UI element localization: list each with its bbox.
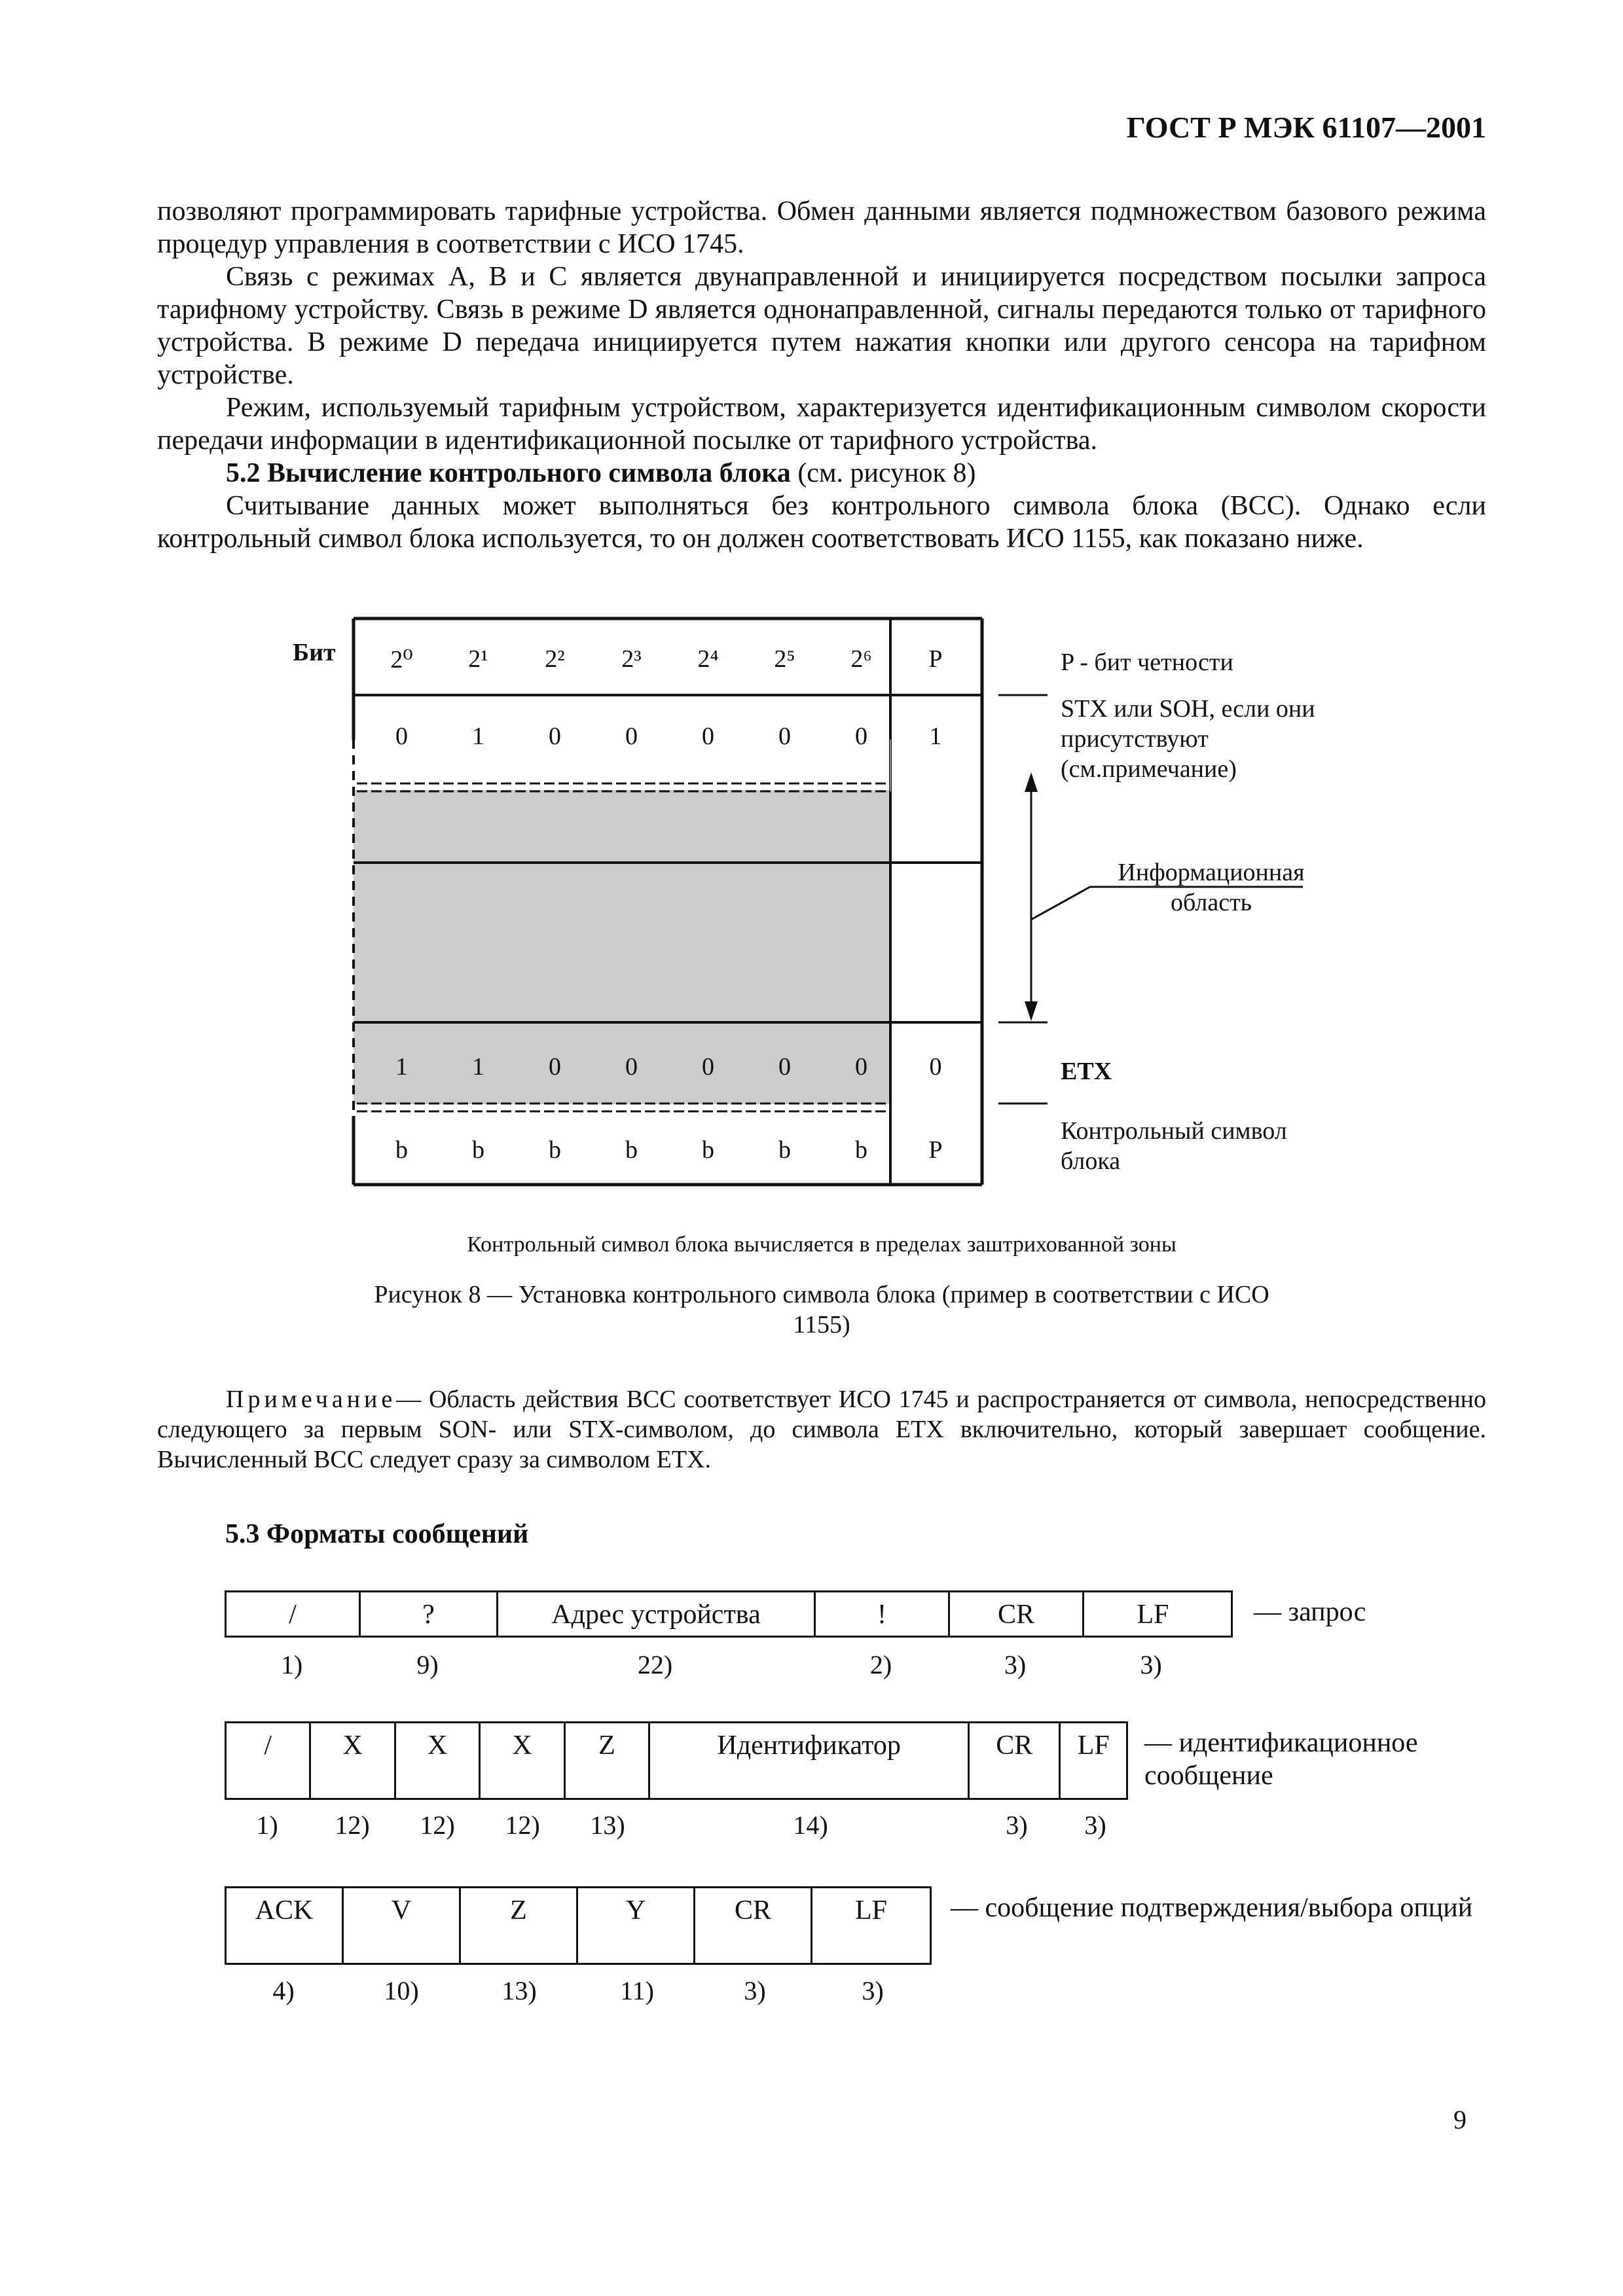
bit-header-cell: 2⁵ [774,645,795,673]
bcc-bit-cell: b [625,1136,638,1164]
format-ref: 13) [501,1976,537,2005]
note-text: — Область действия ВСС соответствует ИСО 1745 и распространяется от символа, непосредственно следующего за первым SON- или STX-символом, до символа ETX включительно, который завершает сообщение. Вычисленный ВСС следует сразу за символом ETX. [157,1386,1486,1473]
ack-format-label: — сообщение подтверждения/выбора опций [951,1893,1473,1923]
format-ref: 13) [590,1810,625,1840]
bit-header-cell: 2² [545,645,565,673]
bit-header-cell: 2³ [621,645,642,673]
stx-bit-cell: 0 [549,723,561,750]
format-cell: X [396,1723,481,1798]
page-number: 9 [1453,2105,1467,2134]
note-label: Примечание [226,1386,397,1413]
info-area-label: Информационная область [1118,859,1305,916]
bcc-bit-cell: b [395,1136,408,1164]
bit-header-cell: 2¹ [468,645,488,673]
ack-format-refs [225,1975,932,2006]
identification-format-label: — идентификационное сообщение [1144,1728,1418,1791]
etx-label: ETX [1061,1058,1112,1085]
format-ref: 3) [1004,1650,1027,1679]
format-ref: 11) [620,1976,654,2005]
bcc-bit-cell: b [778,1136,791,1164]
format-cell: V [344,1888,461,1963]
format-cell: ACK [227,1888,344,1963]
stx-bit-cell: 1 [929,723,942,750]
request-format-refs [225,1649,1233,1680]
etx-bit-cell: 1 [472,1053,484,1081]
bcc-bit-cell: b [855,1136,867,1164]
shaded-zone-note: Контрольный символ блока вычисляется в пределах заштрихованной зоны [467,1232,1176,1257]
etx-bit-cell: 0 [702,1053,714,1081]
stx-bit-cell: 1 [472,723,484,750]
format-ref: 3) [1140,1650,1162,1679]
bcc-row [363,1136,985,1164]
paragraph-4: Считывание данных может выполняться без контрольного символа блока (ВСС). Однако если контрольный символ блока используется, то он должен соответствовать ИСО 1155, как показано ниже. [157,491,1486,554]
stx-row [363,722,985,751]
format-ref: 12) [335,1810,370,1840]
section-5-2-ref: (см. рисунок 8) [790,458,976,488]
ack-format-table [225,1886,932,1965]
section-5-3-title: 5.3 Форматы сообщений [225,1519,529,1549]
format-cell: / [227,1723,311,1798]
format-cell: LF [1137,1600,1169,1630]
bcc-bit-cell: b [549,1136,561,1164]
format-cell: LF [1077,1731,1110,1761]
format-ref: 22) [637,1650,673,1679]
request-format-label: — запрос [1254,1597,1366,1627]
figure-8-caption: Рисунок 8 — Установка контрольного символа блока (пример в соответствии с ИСО 1155) [374,1281,1269,1338]
format-cell: LF [854,1895,887,1926]
stx-bit-cell: 0 [395,723,408,750]
format-ref: 3) [862,1976,884,2005]
bcc-bit-cell: P [928,1136,943,1164]
format-ref: 14) [793,1810,828,1840]
format-cell: Идентификатор [650,1723,970,1798]
bit-header-row [363,645,985,674]
bit-header-cell: P [928,645,943,673]
format-cell: CR [950,1592,1084,1636]
format-ref: 12) [505,1810,540,1840]
format-ref: 3) [744,1976,766,2005]
format-cell: Адрес устройства [498,1592,816,1636]
format-cell: Y [578,1888,695,1963]
section-5-2-title: 5.2 Вычисление контрольного символа блока [226,458,791,488]
format-cell: / [227,1592,361,1636]
etx-row [363,1052,985,1081]
format-cell: Z [566,1723,650,1798]
note-block [157,1384,1486,1475]
format-cell: Z [461,1888,578,1963]
identification-format-refs [225,1810,1128,1840]
request-format-table [225,1590,1233,1638]
bit-header-cell: 2⁴ [697,645,719,673]
format-ref: 3) [1006,1810,1028,1840]
etx-bit-cell: 1 [395,1053,408,1081]
stx-bit-cell: 0 [855,723,867,750]
identification-format-table [225,1721,1128,1800]
format-ref: 2) [869,1650,892,1679]
etx-bit-cell: 0 [549,1053,561,1081]
bit-header-cell: 2⁰ [390,646,413,673]
etx-bit-cell: 0 [929,1053,942,1081]
format-cell: ? [361,1592,498,1636]
etx-bit-cell: 0 [778,1053,791,1081]
paragraph-3: Режим, используемый тарифным устройством, характеризуется идентификационным символом скорости передачи информации в идентификационной посылке от тарифного устройства. [157,393,1486,456]
format-cell: CR [695,1888,812,1963]
format-ref: 9) [416,1650,439,1679]
stx-label: STX или SOH, если они присутствуют (см.примечание) [1061,695,1315,783]
format-ref: 3) [1084,1810,1106,1840]
paragraph-2: Связь с режимах А, В и С является двунаправленной и инициируется посредством посылки запроса тарифному устройству. Связь в режиме D является однонаправленной, сигналы передаются только от тарифного устройства. В режиме D передача инициируется путем нажатия кнопки или другого сенсора на тарифном устройстве. [157,262,1486,390]
format-ref: 1) [280,1650,303,1679]
etx-bit-cell: 0 [625,1053,638,1081]
format-cell: X [311,1723,395,1798]
format-cell: CR [970,1723,1061,1798]
etx-bit-cell: 0 [855,1053,867,1081]
bit-row-label: Бит [293,639,336,666]
paragraph-1: позволяют программировать тарифные устройства. Обмен данными является подмножеством базового режима процедур управления в соответствии с ИСО 1745. [157,196,1486,259]
stx-bit-cell: 0 [702,723,714,750]
bcc-bit-cell: b [702,1136,714,1164]
stx-bit-cell: 0 [778,723,791,750]
format-ref: 12) [420,1810,455,1840]
document-header: ГОСТ Р МЭК 61107—2001 [1126,111,1486,144]
stx-bit-cell: 0 [625,723,638,750]
format-ref: 4) [272,1976,295,2005]
format-ref: 10) [384,1976,419,2005]
format-cell: X [481,1723,565,1798]
format-ref: 1) [256,1810,278,1840]
parity-label: P - бит четности [1061,649,1233,676]
bit-header-cell: 2⁶ [850,645,872,673]
bcc-bit-cell: b [472,1136,484,1164]
bcc-label: Контрольный символ блока [1061,1117,1287,1175]
format-cell: ! [816,1592,950,1636]
